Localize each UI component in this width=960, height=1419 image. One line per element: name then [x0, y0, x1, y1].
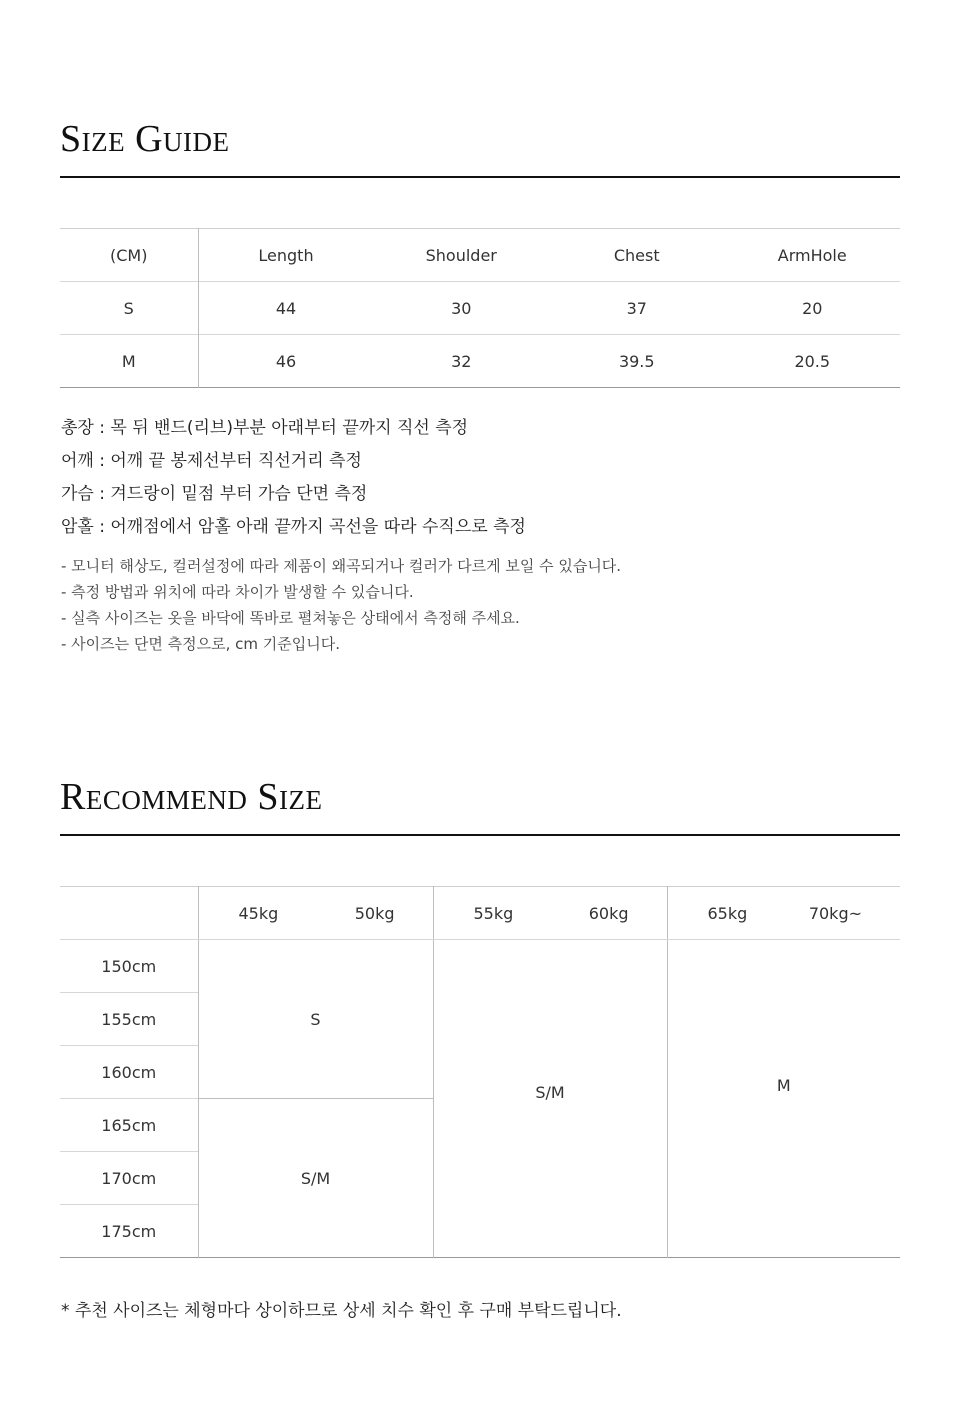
note-length: 총장 : 목 뒤 밴드(리브)부분 아래부터 끝까지 직선 측정 — [61, 418, 469, 438]
size-label: S — [60, 282, 198, 335]
height-label: 150cm — [101, 956, 157, 976]
size-guide-table — [60, 228, 900, 388]
shoulder-header: Shoulder — [425, 245, 497, 265]
disclaimer-item: - 측정 방법과 위치에 따라 차이가 발생할 수 있습니다. — [61, 583, 414, 601]
table-row — [60, 335, 900, 388]
recommend-size-divider — [60, 834, 900, 836]
weight-label: 55kg — [473, 903, 514, 923]
weight-group — [667, 887, 900, 940]
note-armhole: 암홀 : 어깨점에서 암홀 아래 끝까지 곡선을 따라 수직으로 측정 — [61, 517, 526, 537]
height-label: 155cm — [60, 993, 198, 1046]
note-shoulder: 어깨 : 어깨 끝 봉제선부터 직선거리 측정 — [61, 451, 362, 471]
size-guide-title: Size Guide — [60, 118, 230, 160]
weight-group — [433, 887, 667, 940]
chest-value: 39.5 — [549, 335, 725, 388]
recommend-cell-m: M — [667, 940, 900, 1258]
table-row — [60, 282, 900, 335]
disclaimer-item: - 사이즈는 단면 측정으로, cm 기준입니다. — [61, 635, 340, 653]
weight-label: 45kg — [238, 903, 279, 923]
corner-cell — [60, 887, 198, 940]
height-label: 165cm — [60, 1099, 198, 1152]
recommend-cell-s: S — [198, 940, 433, 1099]
size-guide-divider — [60, 176, 900, 178]
weight-label: 50kg — [354, 903, 395, 923]
armhole-header: ArmHole — [777, 245, 847, 265]
recommend-cell-sm-low: S/M — [198, 1099, 433, 1258]
height-row — [60, 940, 900, 993]
shoulder-value: 32 — [374, 335, 550, 388]
height-label: 170cm — [60, 1152, 198, 1205]
table-header-row — [60, 229, 900, 282]
height-label: 160cm — [60, 1046, 198, 1099]
disclaimer-item: - 모니터 해상도, 컬러설정에 따라 제품이 왜곡되거나 컬러가 다르게 보일 수 있습니다. — [61, 557, 622, 575]
weight-group — [198, 887, 433, 940]
shoulder-value: 30 — [374, 282, 550, 335]
length-value: 46 — [198, 335, 374, 388]
weight-label: 65kg — [707, 903, 748, 923]
disclaimer-item: - 실측 사이즈는 옷을 바닥에 똑바로 펼쳐놓은 상태에서 측정해 주세요. — [61, 609, 520, 627]
weight-label: 60kg — [588, 903, 629, 923]
disclaimer-list — [61, 553, 621, 657]
recommend-cell-sm-mid: S/M — [433, 940, 667, 1258]
weight-header-row — [60, 887, 900, 940]
measurement-notes — [61, 412, 526, 544]
chest-header: Chest — [613, 245, 660, 265]
recommend-size-title: Recommend Size — [60, 776, 323, 818]
note-chest: 가슴 : 겨드랑이 밑점 부터 가슴 단면 측정 — [61, 484, 368, 504]
size-label: M — [60, 335, 198, 388]
length-value: 44 — [198, 282, 374, 335]
unit-header: (CM) — [60, 229, 198, 282]
height-label: 175cm — [60, 1205, 198, 1258]
length-header: Length — [258, 245, 314, 265]
weight-label: 70kg~ — [808, 903, 862, 923]
recommend-size-table — [60, 886, 900, 1258]
armhole-value: 20 — [725, 282, 901, 335]
armhole-value: 20.5 — [725, 335, 901, 388]
recommend-footnote: * 추천 사이즈는 체형마다 상이하므로 상세 치수 확인 후 구매 부탁드립니다. — [61, 1301, 622, 1321]
chest-value: 37 — [549, 282, 725, 335]
